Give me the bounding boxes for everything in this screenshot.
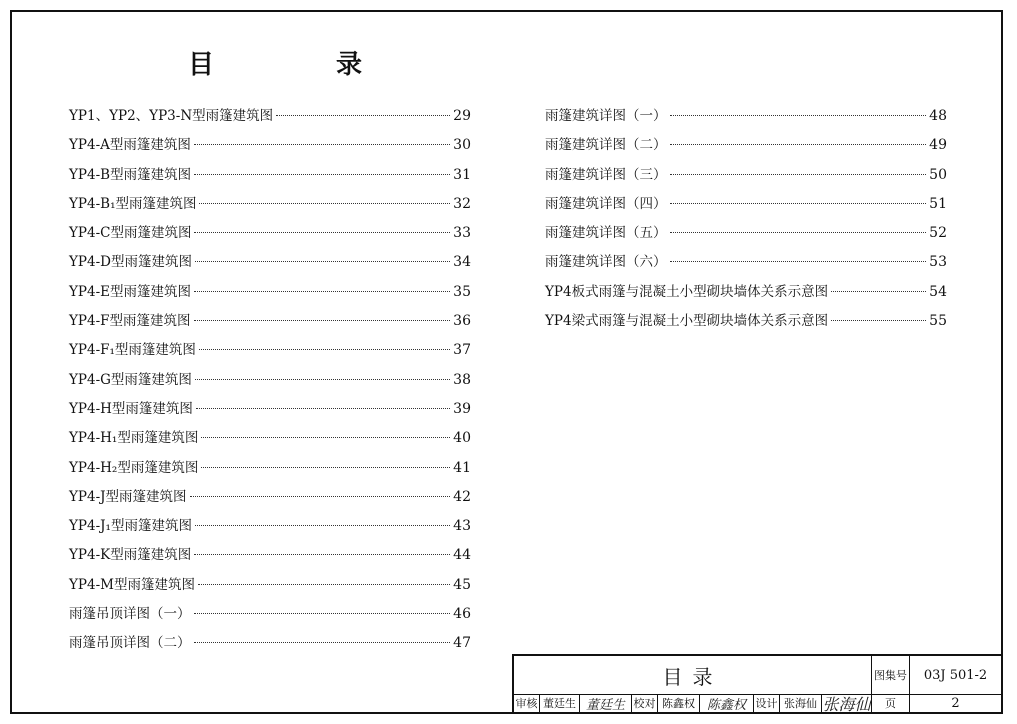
toc-entry-page: 33 <box>453 225 471 242</box>
toc-entry-label: YP4梁式雨篷与混凝土小型砌块墙体关系示意图 <box>545 313 829 330</box>
toc-entry <box>545 250 947 279</box>
toc-entry-label: YP4-C型雨篷建筑图 <box>69 225 192 242</box>
toc-leader-dots <box>194 320 451 321</box>
page-number: 2 <box>951 695 960 711</box>
toc-entry-label: YP4-J型雨篷建筑图 <box>69 488 187 505</box>
toc-entry-page: 37 <box>453 342 471 359</box>
toc-entry <box>69 573 471 602</box>
toc-left-column <box>69 104 471 661</box>
toc-entry <box>69 397 471 426</box>
toc-entry <box>545 280 947 309</box>
toc-leader-dots <box>194 642 451 643</box>
toc-leader-dots <box>201 467 450 468</box>
toc-entry-label: YP4-K型雨篷建筑图 <box>69 547 192 564</box>
toc-leader-dots <box>194 291 450 292</box>
toc-entry-page: 55 <box>929 313 947 330</box>
toc-leader-dots <box>198 584 450 585</box>
toc-entry-page: 43 <box>453 518 471 535</box>
toc-entry <box>69 192 471 221</box>
toc-entry-page: 40 <box>453 430 471 447</box>
toc-entry <box>69 514 471 543</box>
review-label: 审核 <box>515 697 538 710</box>
design-label: 设计 <box>755 697 778 710</box>
page-label-cell <box>872 694 910 712</box>
toc-entry-page: 54 <box>929 283 947 300</box>
toc-entry-page: 32 <box>453 195 471 212</box>
toc-entry-page: 47 <box>453 635 471 652</box>
toc-entry <box>545 221 947 250</box>
reviewer-signature: 董廷生 <box>585 697 625 713</box>
toc-leader-dots <box>195 525 450 526</box>
toc-entry <box>69 602 471 631</box>
toc-entry-label: YP4-B型雨篷建筑图 <box>69 166 192 183</box>
title-block <box>512 654 1003 714</box>
toc-entry <box>69 631 471 660</box>
page-title-right-char: 录 <box>336 50 363 80</box>
title-block-title-cell <box>514 656 872 694</box>
toc-leader-dots <box>670 115 927 116</box>
toc-entry <box>69 280 471 309</box>
toc-entry-page: 34 <box>453 254 471 271</box>
toc-right-column <box>545 104 947 338</box>
toc-entry <box>69 456 471 485</box>
toc-entry <box>69 309 471 338</box>
toc-entry-label: 雨篷建筑详图（六） <box>545 254 667 271</box>
toc-entry-page: 30 <box>453 137 471 154</box>
toc-entry <box>545 163 947 192</box>
toc-entry-page: 45 <box>453 576 471 593</box>
toc-entry-page: 31 <box>453 166 471 183</box>
toc-leader-dots <box>201 437 450 438</box>
toc-entry <box>69 426 471 455</box>
toc-entry-page: 36 <box>453 313 471 330</box>
toc-entry <box>69 250 471 279</box>
toc-entry-label: YP4-F型雨篷建筑图 <box>69 313 191 330</box>
toc-entry <box>69 104 471 133</box>
toc-leader-dots <box>195 379 450 380</box>
toc-entry <box>69 368 471 397</box>
toc-entry <box>545 133 947 162</box>
checker-signature: 陈鑫权 <box>706 697 746 713</box>
toc-leader-dots <box>199 349 450 350</box>
toc-entry-label: YP4-A型雨篷建筑图 <box>69 137 191 154</box>
toc-entry-page: 29 <box>453 108 471 124</box>
toc-entry-label: YP4板式雨篷与混凝土小型砌块墙体关系示意图 <box>545 283 829 300</box>
designer-name: 张海仙 <box>784 697 817 710</box>
toc-entry-label: YP1、YP2、YP3-N型雨篷建筑图 <box>69 108 274 124</box>
atlas-no-cell <box>910 656 1001 694</box>
toc-entry-label: 雨篷建筑详图（二） <box>545 137 667 154</box>
toc-entry-page: 48 <box>929 108 947 124</box>
toc-entry-label: 雨篷建筑详图（一） <box>545 108 667 124</box>
toc-entry-label: YP4-M型雨篷建筑图 <box>69 576 195 593</box>
title-block-title: 目录 <box>662 664 723 689</box>
reviewer-cell <box>540 694 580 712</box>
toc-entry-label: YP4-H₂型雨篷建筑图 <box>69 459 199 476</box>
toc-entry <box>69 543 471 572</box>
check-label-cell <box>632 694 658 712</box>
toc-leader-dots <box>195 261 450 262</box>
design-label-cell <box>754 694 780 712</box>
toc-entry <box>69 133 471 162</box>
atlas-no: 03J 501-2 <box>923 667 988 683</box>
toc-entry-label: 雨篷吊顶详图（一） <box>69 606 191 623</box>
toc-entry <box>69 163 471 192</box>
toc-entry-page: 51 <box>929 195 947 212</box>
toc-leader-dots <box>194 174 450 175</box>
page-label: 页 <box>885 697 896 710</box>
toc-entry-label: YP4-H型雨篷建筑图 <box>69 400 193 417</box>
toc-entry-page: 46 <box>453 606 471 623</box>
toc-entry-page: 38 <box>453 371 471 388</box>
toc-entry-page: 53 <box>929 254 947 271</box>
toc-leader-dots <box>199 203 450 204</box>
atlas-no-label: 图集号 <box>874 669 907 682</box>
toc-entry-page: 49 <box>929 137 947 154</box>
toc-entry-page: 41 <box>453 459 471 476</box>
toc-leader-dots <box>670 232 927 233</box>
toc-entry-label: YP4-J₁型雨篷建筑图 <box>69 518 192 535</box>
page-title-left-char: 目 <box>188 50 215 80</box>
toc-entry-label: YP4-B₁型雨篷建筑图 <box>69 195 197 212</box>
toc-leader-dots <box>196 408 450 409</box>
toc-leader-dots <box>194 613 451 614</box>
toc-leader-dots <box>831 320 926 321</box>
toc-entry-page: 50 <box>929 166 947 183</box>
toc-entry <box>69 338 471 367</box>
checker-cell <box>658 694 700 712</box>
review-label-cell <box>514 694 540 712</box>
page-no-cell <box>910 694 1001 712</box>
toc-leader-dots <box>670 144 927 145</box>
toc-entry-label: YP4-F₁型雨篷建筑图 <box>69 342 196 359</box>
toc-entry-page: 44 <box>453 547 471 564</box>
toc-entry <box>69 485 471 514</box>
toc-leader-dots <box>670 261 927 262</box>
designer-signature-cell <box>822 694 872 712</box>
toc-entry-page: 42 <box>453 488 471 505</box>
toc-entry-label: 雨篷建筑详图（五） <box>545 225 667 242</box>
toc-entry-label: YP4-D型雨篷建筑图 <box>69 254 192 271</box>
reviewer-signature-cell <box>580 694 632 712</box>
toc-leader-dots <box>831 291 926 292</box>
toc-leader-dots <box>194 144 450 145</box>
check-label: 校对 <box>633 697 656 710</box>
reviewer-name: 董廷生 <box>543 697 576 710</box>
toc-entry-label: 雨篷建筑详图（四） <box>545 195 667 212</box>
toc-entry-page: 35 <box>453 283 471 300</box>
toc-entry-page: 52 <box>929 225 947 242</box>
designer-cell <box>780 694 822 712</box>
toc-leader-dots <box>276 115 450 116</box>
toc-entry-label: 雨篷建筑详图（三） <box>545 166 667 183</box>
checker-name: 陈鑫权 <box>662 697 695 710</box>
atlas-no-label-cell <box>872 656 910 694</box>
toc-entry-label: YP4-H₁型雨篷建筑图 <box>69 430 199 447</box>
toc-leader-dots <box>670 174 927 175</box>
toc-entry-label: YP4-E型雨篷建筑图 <box>69 283 192 300</box>
designer-signature: 张海仙 <box>822 694 871 714</box>
toc-entry <box>69 221 471 250</box>
toc-entry-page: 39 <box>453 400 471 417</box>
toc-leader-dots <box>194 232 450 233</box>
toc-entry <box>545 309 947 338</box>
toc-leader-dots <box>190 496 451 497</box>
checker-signature-cell <box>700 694 754 712</box>
toc-entry-label: YP4-G型雨篷建筑图 <box>69 371 192 388</box>
toc-leader-dots <box>670 203 927 204</box>
toc-leader-dots <box>194 554 450 555</box>
toc-entry <box>545 192 947 221</box>
toc-entry <box>545 104 947 133</box>
toc-entry-label: 雨篷吊顶详图（二） <box>69 635 191 652</box>
